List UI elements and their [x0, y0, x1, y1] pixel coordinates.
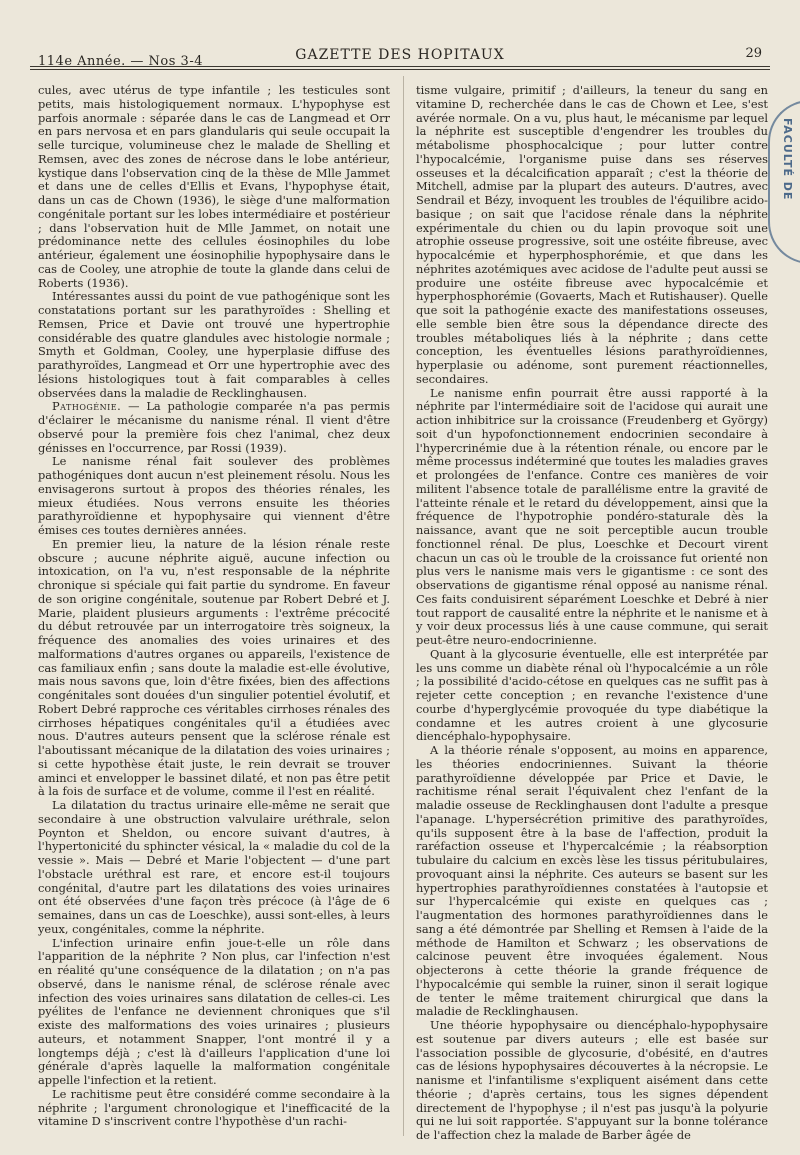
paragraph-text: L'infection urinaire enfin joue-t-elle un rôle dans l'apparition de la néphrite ? Non plus, car l'infection n'est en réalité qu'une conséquence de la dilatation ; on n'a pas observé, dans le nanisme rénal, de sclérose rénale avec infection des voies urinaires sans dilatation de celles-ci. Les pyélites de l'enfance ne deviennent chroniques que s'il existe des malformations des voies urinaires ; plusieurs auteurs, et notamment Snapper, l'ont montré il y a longtemps déjà ; c'est là d'ailleurs l'application d'une loi générale d'après laquelle la malformation congénitale appelle l'infection et la retient.: [38, 935, 390, 1087]
left-column: [38, 84, 390, 1129]
header-rule: [30, 66, 770, 67]
paragraph: [38, 84, 390, 290]
page-number: 29: [745, 46, 762, 61]
paragraph-text: Le nanisme enfin pourrait être aussi rapporté à la néphrite par l'intermédiaire soit de l'acidose qui aurait une action inhibitrice sur la croissance (Freudenberg et György) soit d'un hypofonctionnement endocrinien secondaire à l'hypercrinémie due à la rétention rénale, ou encore par le même processus indéterminé que toutes les maladies graves et prolongées de l'enfance. Contre ces manières de voir militent l'absence totale de parallélisme entre la gravité de l'atteinte rénale et le retard du développement, ainsi que la fréquence de l'hypotrophie pondéro-staturale dès la naissance, avant que ne soit perceptible aucun trouble fonctionnel rénal. De plus, Loeschke et Decourt virent chacun un cas où le trouble de la croissance fut orienté non plus vers le nanisme mais vers le gigantisme : ce sont des observations de gigantisme rénal opposé au nanisme rénal. Ces faits conduisirent séparément Loeschke et Debré à nier tout rapport de causalité entre la néphrite et le nanisme et à y voir deux processus liés à une cause commune, qui serait peut-être neuro-endocrinienne.: [416, 385, 768, 647]
issue-label: 114e Année. — Nos 3-4: [38, 54, 203, 69]
paragraph: [416, 1019, 768, 1143]
right-column: [416, 84, 768, 1143]
section-heading: Pathogénie.: [52, 399, 122, 414]
paragraph-text: — La pathologie comparée n'a pas permis d'éclairer le mécanisme du nanisme rénal. Il vient d'être observé pour la première fois chez l'animal, chez deux génisses en l'occurrence, par Rossi (1939).: [38, 399, 390, 455]
paragraph: [416, 84, 768, 387]
paragraph: [38, 455, 390, 538]
stamp-text: FACULTÉ DE: [781, 118, 794, 201]
page-header: [30, 44, 770, 70]
paragraph: [38, 290, 390, 400]
paragraph-text: Le nanisme rénal fait soulever des problèmes pathogéniques dont aucun n'est pleinement résolu. Nous les envisagerons surtout à propos des théories rénales, les mieux étudiées. Nous verrons ensuite les théories parathyroïdienne et hypophysaire qui viennent d'être émises ces toutes dernières années.: [38, 454, 390, 537]
paragraph: [38, 538, 390, 799]
paragraph: [38, 400, 390, 455]
column-divider: [403, 76, 404, 1136]
paragraph-text: Intéressantes aussi du point de vue pathogénique sont les constatations portant sur les parathyroïdes : Shelling et Remsen, Price et Davie ont trouvé une hypertrophie considérable des quatre glandules avec histologie normale ; Smyth et Goldman, Cooley, une hyperplasie diffuse des parathyroïdes, Langmead et Orr une hypertrophie avec des lésions histologiques tout à fait comparables à celles observées dans la maladie de Recklinghausen.: [38, 289, 390, 400]
paragraph-text: cules, avec utérus de type infantile ; les testicules sont petits, mais histologiquement normaux. L'hypophyse est parfois anormale : séparée dans le cas de Langmead et Orr en pars nervosa et en pars glandularis qui seule occupait la selle turcique, volumineuse chez le malade de Shelling et Remsen, avec des zones de nécrose dans le lobe antérieur, kystique dans l'observation cinq de la thèse de Mlle Jammet et dans une de celles d'Ellis et Evans, l'hypophyse était, dans un cas de Chown (1936), le siège d'une malformation congénitale portant sur les lobes intermédiaire et postérieur ; dans l'observation huit de Mlle Jammet, on notait une prédominance nette des cellules éosinophiles du lobe antérieur, également une éosinophilie hypophysaire dans le cas de Cooley, une atrophie de toute la glande dans celui de Roberts (1936).: [38, 83, 390, 290]
paragraph: [416, 744, 768, 1019]
paragraph: [416, 387, 768, 648]
paragraph-text: Une théorie hypophysaire ou diencéphalo-hypophysaire est soutenue par divers auteurs ; elle est basée sur l'association possible de glycosurie, d'obésité, en d'autres cas de lésions hypophysaires découvertes à la nécropsie. Le nanisme et l'infantilisme s'expliquent aisément dans cette théorie ; d'après certains, tous les signes dépendent directement de l'hypophyse ; il n'est pas jusqu'à la polyurie qui ne lui soit rapportée. S'appuyant sur la bonne tolérance de l'affection chez la malade de Barber âgée de: [416, 1018, 768, 1142]
paragraph-text: A la théorie rénale s'opposent, au moins en apparence, les théories endocriniennes. Suivant la théorie parathyroïdienne développée par Price et Davie, le rachitisme rénal serait l'équivalent chez l'enfant de la maladie osseuse de Recklinghausen dont l'adulte a presque l'apanage. L'hypersécrétion primitive des parathyroïdes, qu'ils supposent être à la base de l'affection, produit la raréfaction osseuse et l'hypercalcémie ; la réabsorption tubulaire du calcium en excès lèse les tissus péritubulaires, provoquant ainsi la néphrite. Ces auteurs se basent sur les hypertrophies parathyroïdiennes constatées à l'autopsie et sur l'hypercalcémie qui existe en quelques cas ; l'augmentation des hormones parathyroïdiennes dans le sang a été démontrée par Shelling et Remsen à l'aide de la méthode de Hamilton et Schwarz ; les observations de calcinose peuvent être invoquées également. Nous objecterons à cette théorie la grande fréquence de l'hypocalcémie qui semble la ruiner, sinon il serait logique de tenter le même traitement chirurgical que dans la maladie de Recklinghausen.: [416, 743, 768, 1019]
paragraph-text: Le rachitisme peut être considéré comme secondaire à la néphrite ; l'argument chronologique et l'inefficacité de la vitamine D s'inscrivent contre l'hypothèse d'un rachi-: [38, 1086, 390, 1129]
journal-title: GAZETTE DES HOPITAUX: [295, 47, 505, 63]
paragraph: [38, 1088, 390, 1129]
header-rule-double: [30, 69, 770, 70]
paragraph-text: En premier lieu, la nature de la lésion rénale reste obscure ; aucune néphrite aiguë, aucune infection ou intoxication, on l'a vu, n'est responsable de la néphrite chronique si spéciale qui fait partie du syndrome. En faveur de son origine congénitale, soutenue par Robert Debré et J. Marie, plaident plusieurs arguments : l'extrême précocité du début retrouvée par un interrogatoire très soigneux, la fréquence des anomalies des voies urinaires et des malformations d'autres organes ou appareils, l'existence de cas familiaux enfin ; sans doute la maladie est-elle évolutive, mais nous savons que, loin d'être fixées, bien des affections congénitales sont douées d'un singulier potentiel évolutif, et Robert Debré rapproche ces véritables cirrhoses rénales des cirrhoses hépatiques congénitales qu'il a étudiées avec nous. D'autres auteurs pensent que la sclérose rénale est l'aboutissant mécanique de la dilatation des voies urinaires ; si cette hypothèse était juste, le rein devrait se trouver aminci et envelopper le bassinet dilaté, et non pas être petit à la fois de surface et de volume, comme il l'est en réalité.: [38, 536, 390, 799]
paragraph: [38, 799, 390, 937]
paragraph-text: tisme vulgaire, primitif ; d'ailleurs, la teneur du sang en vitamine D, recherchée dans le cas de Chown et Lee, s'est avérée normale. On a vu, plus haut, le mécanisme par lequel la néphrite est susceptible d'engendrer les troubles du métabolisme phosphocalcique ; pour lutter contre l'hypocalcémie, l'organisme puise dans ses réserves osseuses et la décalcification apparaît ; c'est la théorie de Mitchell, admise par la plupart des auteurs. D'autres, avec Sendrail et Bézy, invoquent les troubles de l'équilibre acido-basique ; on sait que l'acidose rénale dans la néphrite expérimentale du chien ou du lapin provoque soit une atrophie osseuse progressive, soit une ostéite fibreuse, avec hypocalcémie et hyperphosphorémie, et que dans les néphrites azotémiques avec acidose de l'adulte peut aussi se produire une ostéite fibreuse avec hypocalcémie et hyperphosphorémie (Govaerts, Mach et Rutishauser). Quelle que soit la pathogénie exacte des manifestations osseuses, elle semble bien être sous la dépendance directe des troubles métaboliques liés à la néphrite ; dans cette conception, les éventuelles lésions parathyroïdiennes, hyperplasie ou adénome, sont purement réactionnelles, secondaires.: [416, 83, 768, 386]
paragraph-text: Quant à la glycosurie éventuelle, elle est interprétée par les uns comme un diabète rénal où l'hypocalcémie a un rôle ; la possibilité d'acido-cétose en quelques cas ne suffit pas à rejeter cette conception ; en revanche l'existence d'une courbe d'hyperglycémie provoquée du type diabétique la condamne et les autres croient à une glycosurie diencéphalo-hypophysaire.: [416, 646, 768, 744]
paragraph-text: La dilatation du tractus urinaire elle-même ne serait que secondaire à une obstruction valvulaire uréthrale, selon Poynton et Sheldon, ou encore suivant d'autres, à l'hypertonicité du sphincter vésical, la « maladie du col de la vessie ». Mais — Debré et Marie l'objectent — d'une part l'obstacle uréthral est rare, et encore est-il toujours congénital, d'autre part les dilatations des voies urinaires ont été observées d'une façon très précoce (à l'âge de 6 semaines, dans un cas de Loeschke), aussi sont-elles, à leurs yeux, congénitales, comme la néphrite.: [38, 798, 390, 936]
paragraph: [416, 648, 768, 744]
paragraph: [38, 937, 390, 1088]
